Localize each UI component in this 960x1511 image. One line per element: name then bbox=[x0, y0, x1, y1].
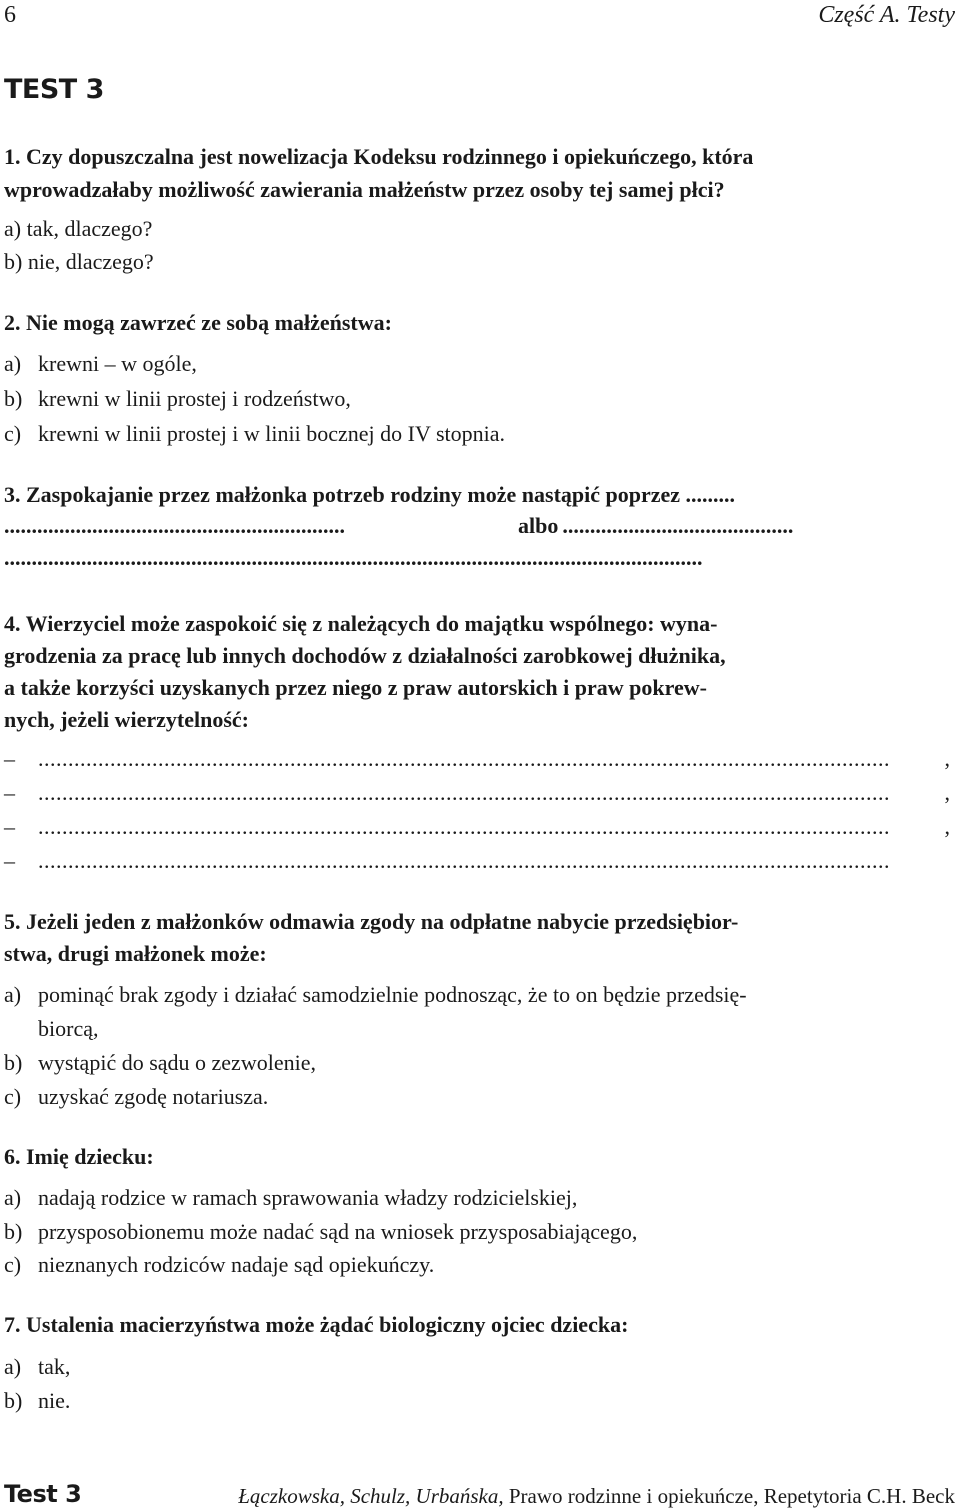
running-head: Część A. Testy bbox=[818, 2, 955, 28]
q7-text: 7. Ustalenia macierzyństwa może żądać biologiczny ojciec dziecka: bbox=[4, 1312, 629, 1337]
answer-text: przysposobionemu może nadać sąd na wniosek przysposabiającego, bbox=[38, 1219, 638, 1244]
footer-credit bbox=[238, 1482, 955, 1510]
answer-text: wystąpić do sądu o zezwolenie, bbox=[38, 1050, 316, 1075]
q6-answer-a bbox=[4, 1181, 577, 1214]
blank-dots: .............................................................................................................................................. bbox=[38, 814, 890, 839]
q1-line2: wprowadzałaby możliwość zawierania małżeństw przez osoby tej samej płci? bbox=[4, 177, 725, 202]
q5-line2: stwa, drugi małżonek może: bbox=[4, 941, 267, 966]
answer-text: krewni w linii prostej i rodzeństwo, bbox=[38, 386, 351, 411]
q1-line1: 1. Czy dopuszczalna jest nowelizacja Kodeksu rodzinnego i opiekuńczego, która bbox=[4, 144, 754, 169]
blank-dots: .............................................................................................................................................. bbox=[38, 848, 890, 873]
footer-authors: Łączkowska, Schulz, Urbańska, bbox=[238, 1484, 504, 1508]
q5-line1: 5. Jeżeli jeden z małżonków odmawia zgody na odpłatne nabycie przedsiębior- bbox=[4, 909, 739, 934]
q2-answer-c bbox=[4, 417, 505, 450]
blank-dash: – bbox=[4, 848, 15, 873]
answer-letter: c) bbox=[4, 1084, 22, 1109]
blank-dash: – bbox=[4, 814, 15, 839]
q4-blank-2 bbox=[4, 776, 950, 809]
answer-text: nie. bbox=[38, 1388, 71, 1413]
answer-letter: a) bbox=[4, 1354, 22, 1379]
blank-dots: .............................................................................................................................................. bbox=[38, 780, 890, 805]
answer-text: nieznanych rodziców nadaje sąd opiekuńczy. bbox=[38, 1252, 435, 1277]
q4-line1: 4. Wierzyciel może zaspokoić się z należących do majątku wspólnego: wyna- bbox=[4, 611, 718, 636]
q3-line1: 3. Zaspokajanie przez małżonka potrzeb rodziny może nastąpić poprzez ......... bbox=[4, 482, 736, 507]
q3-dots-1: .............................................................. bbox=[4, 513, 345, 538]
answer-letter: b) bbox=[4, 1050, 23, 1075]
q5-answer-a bbox=[4, 978, 747, 1011]
q4-line2: grodzenia za pracę lub innych dochodów z działalności zarobkowej dłużnika, bbox=[4, 643, 726, 668]
blank-dash: – bbox=[4, 780, 15, 805]
q7-answer-b bbox=[4, 1384, 70, 1417]
q3-line2 bbox=[4, 509, 950, 542]
answer-text: krewni w linii prostej i w linii bocznej do IV stopnia. bbox=[38, 421, 506, 446]
answer-letter: a) bbox=[4, 351, 22, 376]
q2-text: 2. Nie mogą zawrzeć ze sobą małżeństwa: bbox=[4, 310, 392, 335]
answer-text: pominąć brak zgody i działać samodzielnie podnosząc, że to on będzie przedsię- bbox=[38, 982, 747, 1007]
answer-letter: c) bbox=[4, 421, 22, 446]
blank-dots: .............................................................................................................................................. bbox=[38, 746, 890, 771]
blank-tail: , bbox=[944, 814, 950, 839]
blank-dash: – bbox=[4, 746, 15, 771]
q3-dots-2: .......................................... bbox=[562, 513, 794, 538]
q4-line3: a także korzyści uzyskanych przez niego z praw autorskich i praw pokrew- bbox=[4, 675, 707, 700]
answer-letter: b) bbox=[4, 386, 23, 411]
q5-answer-b bbox=[4, 1046, 316, 1079]
footer-book: Prawo rodzinne i opiekuńcze, Repetytoria C.H. Beck bbox=[503, 1484, 955, 1508]
q6-answer-c bbox=[4, 1248, 434, 1281]
q4-blank-1 bbox=[4, 742, 950, 775]
q4-blank-3 bbox=[4, 810, 950, 843]
answer-text: nadają rodzice w ramach sprawowania władzy rodzicielskiej, bbox=[38, 1185, 578, 1210]
q1-answer-a: a) tak, dlaczego? bbox=[4, 216, 153, 241]
q5-answer-a-cont: biorcą, bbox=[38, 1016, 99, 1041]
q4-blank-4 bbox=[4, 844, 950, 877]
answer-text: uzyskać zgodę notariusza. bbox=[38, 1084, 269, 1109]
answer-letter: b) bbox=[4, 1219, 23, 1244]
answer-text: krewni – w ogóle, bbox=[38, 351, 197, 376]
q2-answer-b bbox=[4, 382, 351, 415]
answer-letter: a) bbox=[4, 982, 22, 1007]
page-number: 6 bbox=[4, 2, 16, 28]
blank-tail: , bbox=[944, 780, 950, 805]
answer-letter: c) bbox=[4, 1252, 22, 1277]
footer-test-label: Test 3 bbox=[4, 1480, 82, 1508]
answer-text: tak, bbox=[38, 1354, 71, 1379]
test-title: TEST 3 bbox=[4, 74, 104, 105]
q4-line4: nych, jeżeli wierzytelność: bbox=[4, 707, 249, 732]
answer-letter: b) bbox=[4, 1388, 23, 1413]
q6-text: 6. Imię dziecku: bbox=[4, 1144, 154, 1169]
q1-answer-b: b) nie, dlaczego? bbox=[4, 249, 154, 274]
q2-answer-a bbox=[4, 347, 197, 380]
q3-albo: albo bbox=[518, 513, 559, 538]
blank-tail: , bbox=[944, 746, 950, 771]
q3-line3: ............................................................................................................................... bbox=[4, 545, 703, 570]
answer-letter: a) bbox=[4, 1185, 22, 1210]
q5-answer-c bbox=[4, 1080, 268, 1113]
q6-answer-b bbox=[4, 1215, 637, 1248]
q7-answer-a bbox=[4, 1350, 70, 1383]
